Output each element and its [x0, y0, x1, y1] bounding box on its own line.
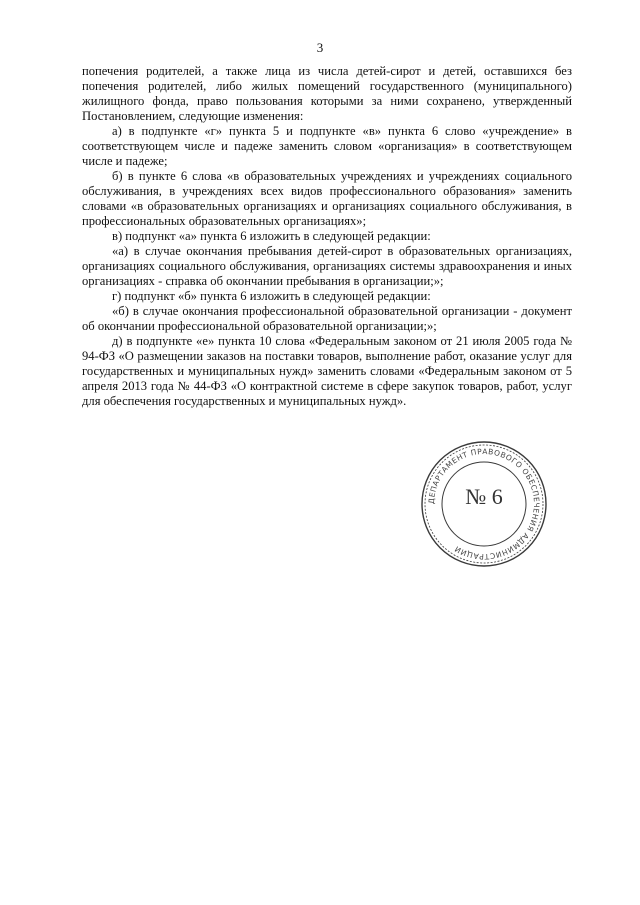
paragraph-item-g-text: «б) в случае окончания профессиональной образовательной организации - документ об окончании профессиональной образовательной организации;»;: [82, 304, 572, 333]
paragraph-item-a: а) в подпункте «г» пункта 5 и подпункте «в» пункта 6 слово «учреждение» в соответствующем числе и падеже заменить словом «организация» в соответствующем числе и падеже;: [82, 124, 572, 168]
document-body: [82, 64, 572, 409]
paragraph-item-g: г) подпункт «б» пункта 6 изложить в следующей редакции:: [112, 289, 431, 303]
paragraph-intro: попечения родителей, а также лица из числа детей-сирот и детей, оставшихся без попечения родителей, либо жилых помещений государственного (муниципального) жилищного фонда, право пользования которыми за ними сохранено, утвержденный Постановлением, следующие изменения:: [82, 64, 572, 123]
seal-number: № 6: [465, 484, 503, 509]
page-number: 3: [316, 40, 324, 55]
paragraph-item-v: в) подпункт «а» пункта 6 изложить в следующей редакции:: [112, 229, 431, 243]
official-seal: [418, 438, 550, 570]
paragraph-item-b: б) в пункте 6 слова «в образовательных учреждениях и учреждениях социального обслуживания, в учреждениях всех видов профессионального образования» заменить словами «в образовательных организациях и организациях социального обслуживания, в профессиональных образовательных организациях»;: [82, 169, 572, 228]
paragraph-item-v-text: «а) в случае окончания пребывания детей-сирот в образовательных организациях, организациях социального обслуживания, организациях системы здравоохранения и иных организациях - справка об окончании пребывания в организации;»;: [82, 244, 572, 288]
seal-ring-text: ДЕПАРТАМЕНТ ПРАВОВОГО ОБЕСПЕЧЕНИЯ АДМИНИСТРАЦИИ: [426, 446, 542, 562]
paragraph-item-d: д) в подпункте «е» пункта 10 слова «Федеральным законом от 21 июля 2005 года № 94-ФЗ «О размещении заказов на поставки товаров, выполнение работ, оказание услуг для государственных и муниципальных нужд» заменить словами «Федеральным законом от 5 апреля 2013 года № 44-ФЗ «О контрактной системе в сфере закупок товаров, работ, услуг для обеспечения государственных и муниципальных нужд».: [82, 334, 572, 408]
